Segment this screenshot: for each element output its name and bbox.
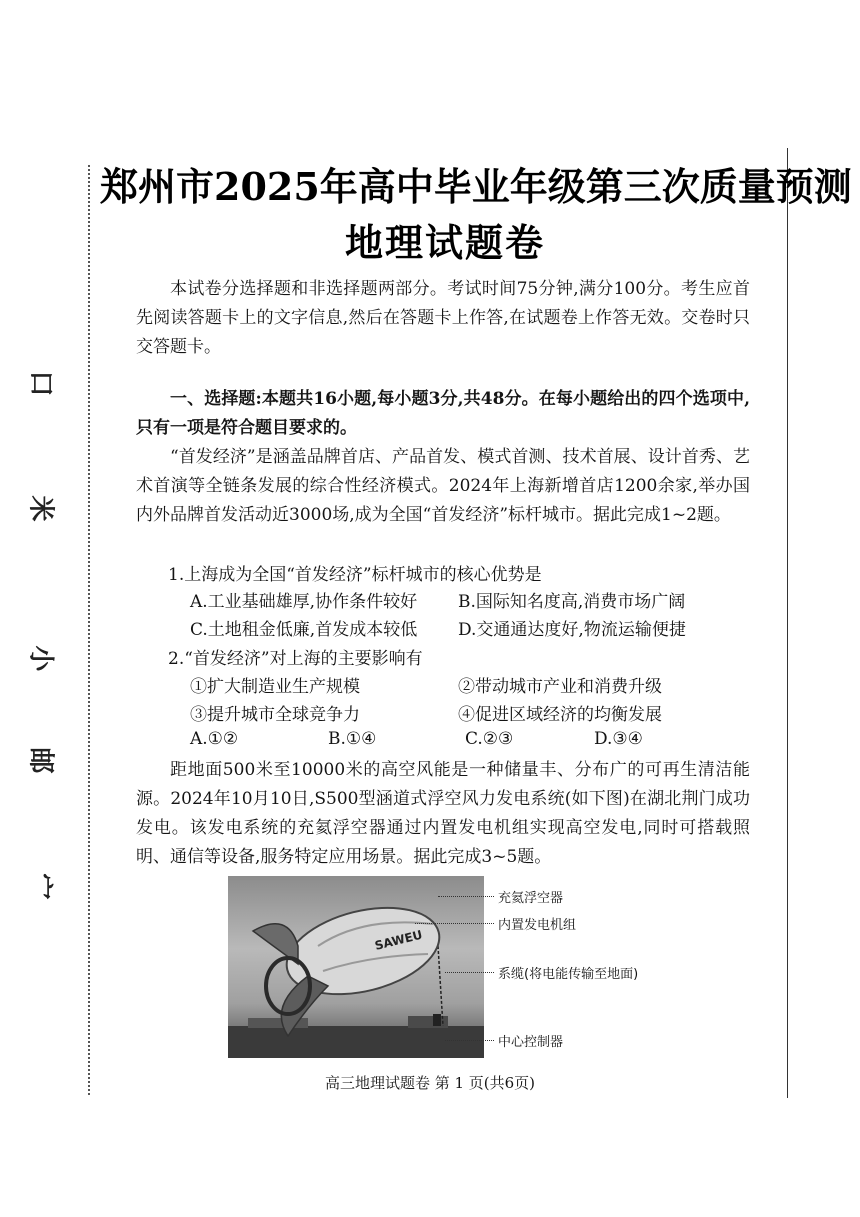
label-central-controller: 中心控制器: [498, 1035, 564, 1050]
leader-tether: [445, 972, 494, 973]
label-tether-cable: 系缆(将电能传输至地面): [498, 967, 639, 982]
question-2-item-2: ②带动城市产业和消费升级: [458, 677, 662, 697]
page-footer: 高三地理试题卷 第 1 页(共6页): [324, 1074, 536, 1092]
airship-illustration: [228, 876, 484, 1058]
exam-instructions: 本试卷分选择题和非选择题两部分。考试时间75分钟,满分100分。考生应首先阅读答题卡上的文字信息,然后在答题卡上作答,在试题卷上作答无效。交卷时只交答题卡。: [136, 279, 750, 357]
page-edge-line: [787, 148, 788, 1098]
binding-dotted-line: [88, 165, 90, 1095]
question-1-stem: 1.上海成为全国“首发经济”标杆城市的核心优势是: [168, 565, 542, 585]
question-2-item-3: ③提升城市全球竞争力: [190, 705, 360, 725]
question-1-option-a: A.工业基础雄厚,协作条件较好: [190, 592, 418, 612]
binding-char: 宀: [25, 873, 56, 900]
label-helium-aerostat: 充氦浮空器: [498, 891, 564, 906]
binding-char: 小: [25, 645, 56, 672]
section-heading: 一、选择题:本题共16小题,每小题3分,共48分。在每小题给出的四个选项中,只有一项是符合题目要求的。: [136, 389, 750, 438]
leader-helium: [438, 896, 494, 897]
binding-char: 口: [25, 370, 56, 397]
question-1-option-d: D.交通通达度好,物流运输便捷: [458, 620, 686, 640]
question-1-option-b: B.国际知名度高,消费市场广阔: [458, 592, 686, 612]
question-2-option-d: D.③④: [594, 729, 643, 749]
material-first-launch-economy: “首发经济”是涵盖品牌首店、产品首发、模式首测、技术首展、设计首秀、艺术首演等全链条发展的综合性经济模式。2024年上海新增首店1200余家,举办国内外品牌首发活动近3000场,成为全国“首发经济”标杆城市。据此完成1~2题。: [136, 447, 750, 525]
leader-controller: [445, 1040, 494, 1041]
leader-generator: [415, 923, 494, 924]
label-built-in-generator: 内置发电机组: [498, 918, 577, 933]
airship-photo: [228, 876, 484, 1058]
question-2-option-a: A.①②: [190, 729, 239, 749]
binding-char: 邮: [25, 747, 56, 774]
airship-logo-text: SAWEU: [373, 927, 424, 953]
question-2-item-1: ①扩大制造业生产规模: [190, 677, 360, 697]
question-2-item-4: ④促进区域经济的均衡发展: [458, 705, 662, 725]
material-high-altitude-wind: 距地面500米至10000米的高空风能是一种储量丰、分布广的可再生清洁能源。2024年10月10日,S500型涵道式浮空风力发电系统(如下图)在湖北荆门成功发电。该发电系统的充氦浮空器通过内置发电机组实现高空发电,同时可搭载照明、通信等设备,服务特定应用场景。据此完成3~5题。: [136, 760, 750, 867]
question-2-option-b: B.①④: [328, 729, 377, 749]
exam-title: 郑州市2025年高中毕业年级第三次质量预测: [100, 164, 852, 209]
question-1-option-c: C.土地租金低廉,首发成本较低: [190, 620, 418, 640]
binding-char: 米: [25, 495, 56, 522]
question-2-option-c: C.②③: [465, 729, 514, 749]
exam-subtitle: 地理试题卷: [344, 220, 545, 265]
question-2-stem: 2.“首发经济”对上海的主要影响有: [168, 649, 423, 669]
